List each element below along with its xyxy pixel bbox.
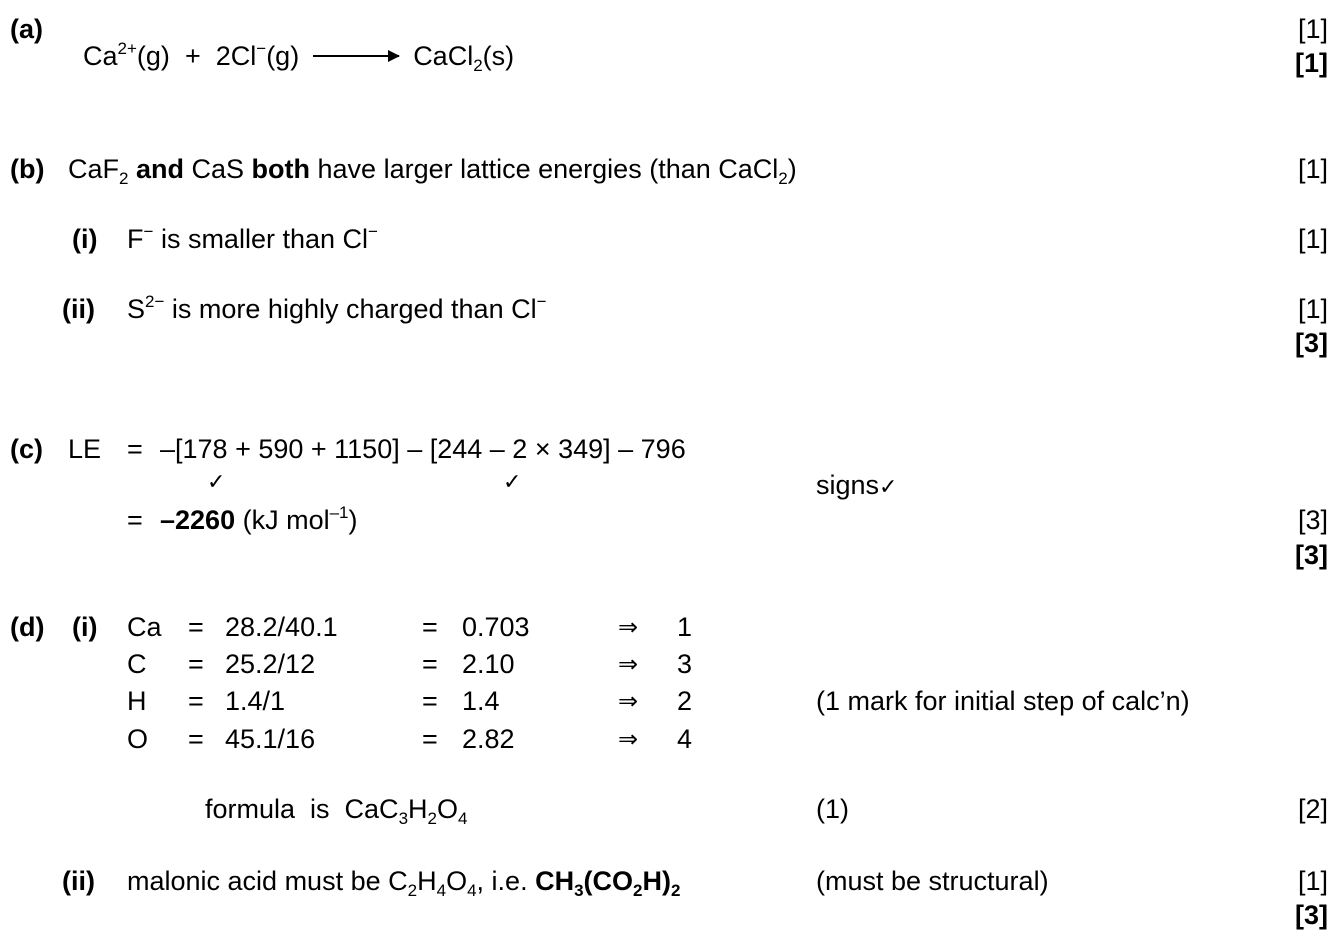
part-a-total: [1]	[1295, 48, 1328, 78]
check-icon: ✓	[879, 475, 898, 500]
ratio: 1	[677, 612, 693, 642]
part-c-le: LE	[68, 434, 102, 464]
calculation: 1.4/1	[225, 686, 286, 716]
element-symbol: Ca	[127, 612, 162, 642]
check-icon: ✓	[503, 470, 522, 495]
mole-value: 2.10	[462, 649, 515, 679]
reaction-arrow-icon	[313, 55, 399, 57]
part-d-formula-mark-note: (1)	[816, 794, 849, 824]
part-b-i-label: (i)	[72, 224, 98, 254]
part-d-ii-note: (must be structural)	[816, 866, 1049, 896]
part-c-equals-2: =	[127, 505, 143, 535]
equals: =	[422, 649, 438, 679]
element-symbol: O	[127, 724, 149, 754]
element-symbol: C	[127, 649, 147, 679]
part-b-ii-text: $S^{2-}$ is more highly charged than Cl−	[127, 292, 547, 324]
part-c-total: [3]	[1295, 540, 1328, 570]
ratio: 2	[677, 686, 693, 716]
part-d-i-label: (i)	[72, 612, 98, 642]
part-c-signs: signs✓	[816, 470, 898, 500]
part-d-ii-label: (ii)	[62, 866, 95, 896]
implies-icon: ⇒	[618, 687, 639, 715]
ratio: 3	[677, 649, 693, 679]
mole-value: 1.4	[462, 686, 500, 716]
part-c-mark: [3]	[1297, 505, 1328, 535]
part-b-i-text: F− is smaller than Cl−	[127, 222, 378, 254]
check-icon: ✓	[207, 470, 226, 495]
implies-icon: ⇒	[618, 725, 639, 753]
calculation: 25.2/12	[225, 649, 316, 679]
part-d-total: [3]	[1295, 900, 1328, 930]
part-b-ii-mark: [1]	[1297, 294, 1328, 324]
part-a-equation: $Ca^{2+}(g) + 2Cl^-(g)$ CaCl$_2$(s)	[83, 39, 515, 75]
part-c-result: –2260 (kJ mol$^{-1}$)	[160, 503, 358, 535]
part-b-ii-label: (ii)	[62, 294, 95, 324]
equals: =	[188, 686, 204, 716]
element-symbol: H	[127, 686, 147, 716]
part-b-statement: CaF$_2$ and CaS both have larger lattice energies (than CaCl$_2$)	[68, 154, 797, 188]
part-d-formula: formula is $CaC_3H_2O_4$	[205, 794, 468, 828]
equals: =	[188, 724, 204, 754]
mole-value: 2.82	[462, 724, 515, 754]
part-c-label: (c)	[10, 434, 43, 464]
equals: =	[422, 724, 438, 754]
part-d-ii-text: malonic acid must be $C_2H_4O_4$, i.e. $CH_3(CO_2H)_2$	[127, 866, 681, 900]
implies-icon: ⇒	[618, 650, 639, 678]
part-a-label: (a)	[10, 14, 43, 44]
calculation: 28.2/40.1	[225, 612, 338, 642]
equals: =	[188, 649, 204, 679]
part-d-formula-mark: [2]	[1297, 794, 1328, 824]
part-d-label: (d)	[10, 612, 45, 642]
equals: =	[188, 612, 204, 642]
part-d-note: (1 mark for initial step of calc’n)	[816, 686, 1190, 716]
equals: =	[422, 686, 438, 716]
part-a-mark: [1]	[1297, 14, 1328, 44]
implies-icon: ⇒	[618, 613, 639, 641]
part-b-mark: [1]	[1297, 154, 1328, 184]
calculation: 45.1/16	[225, 724, 316, 754]
part-c-equals-1: =	[127, 434, 143, 464]
part-b-total: [3]	[1295, 328, 1328, 358]
part-b-i-mark: [1]	[1297, 224, 1328, 254]
equals: =	[422, 612, 438, 642]
part-b-label: (b)	[10, 154, 45, 184]
part-d-ii-mark: [1]	[1297, 866, 1328, 896]
part-c-expression: –[178 + 590 + 1150] – [244 – 2 × 349] – 796	[160, 434, 686, 464]
mole-value: 0.703	[462, 612, 530, 642]
ratio: 4	[677, 724, 693, 754]
